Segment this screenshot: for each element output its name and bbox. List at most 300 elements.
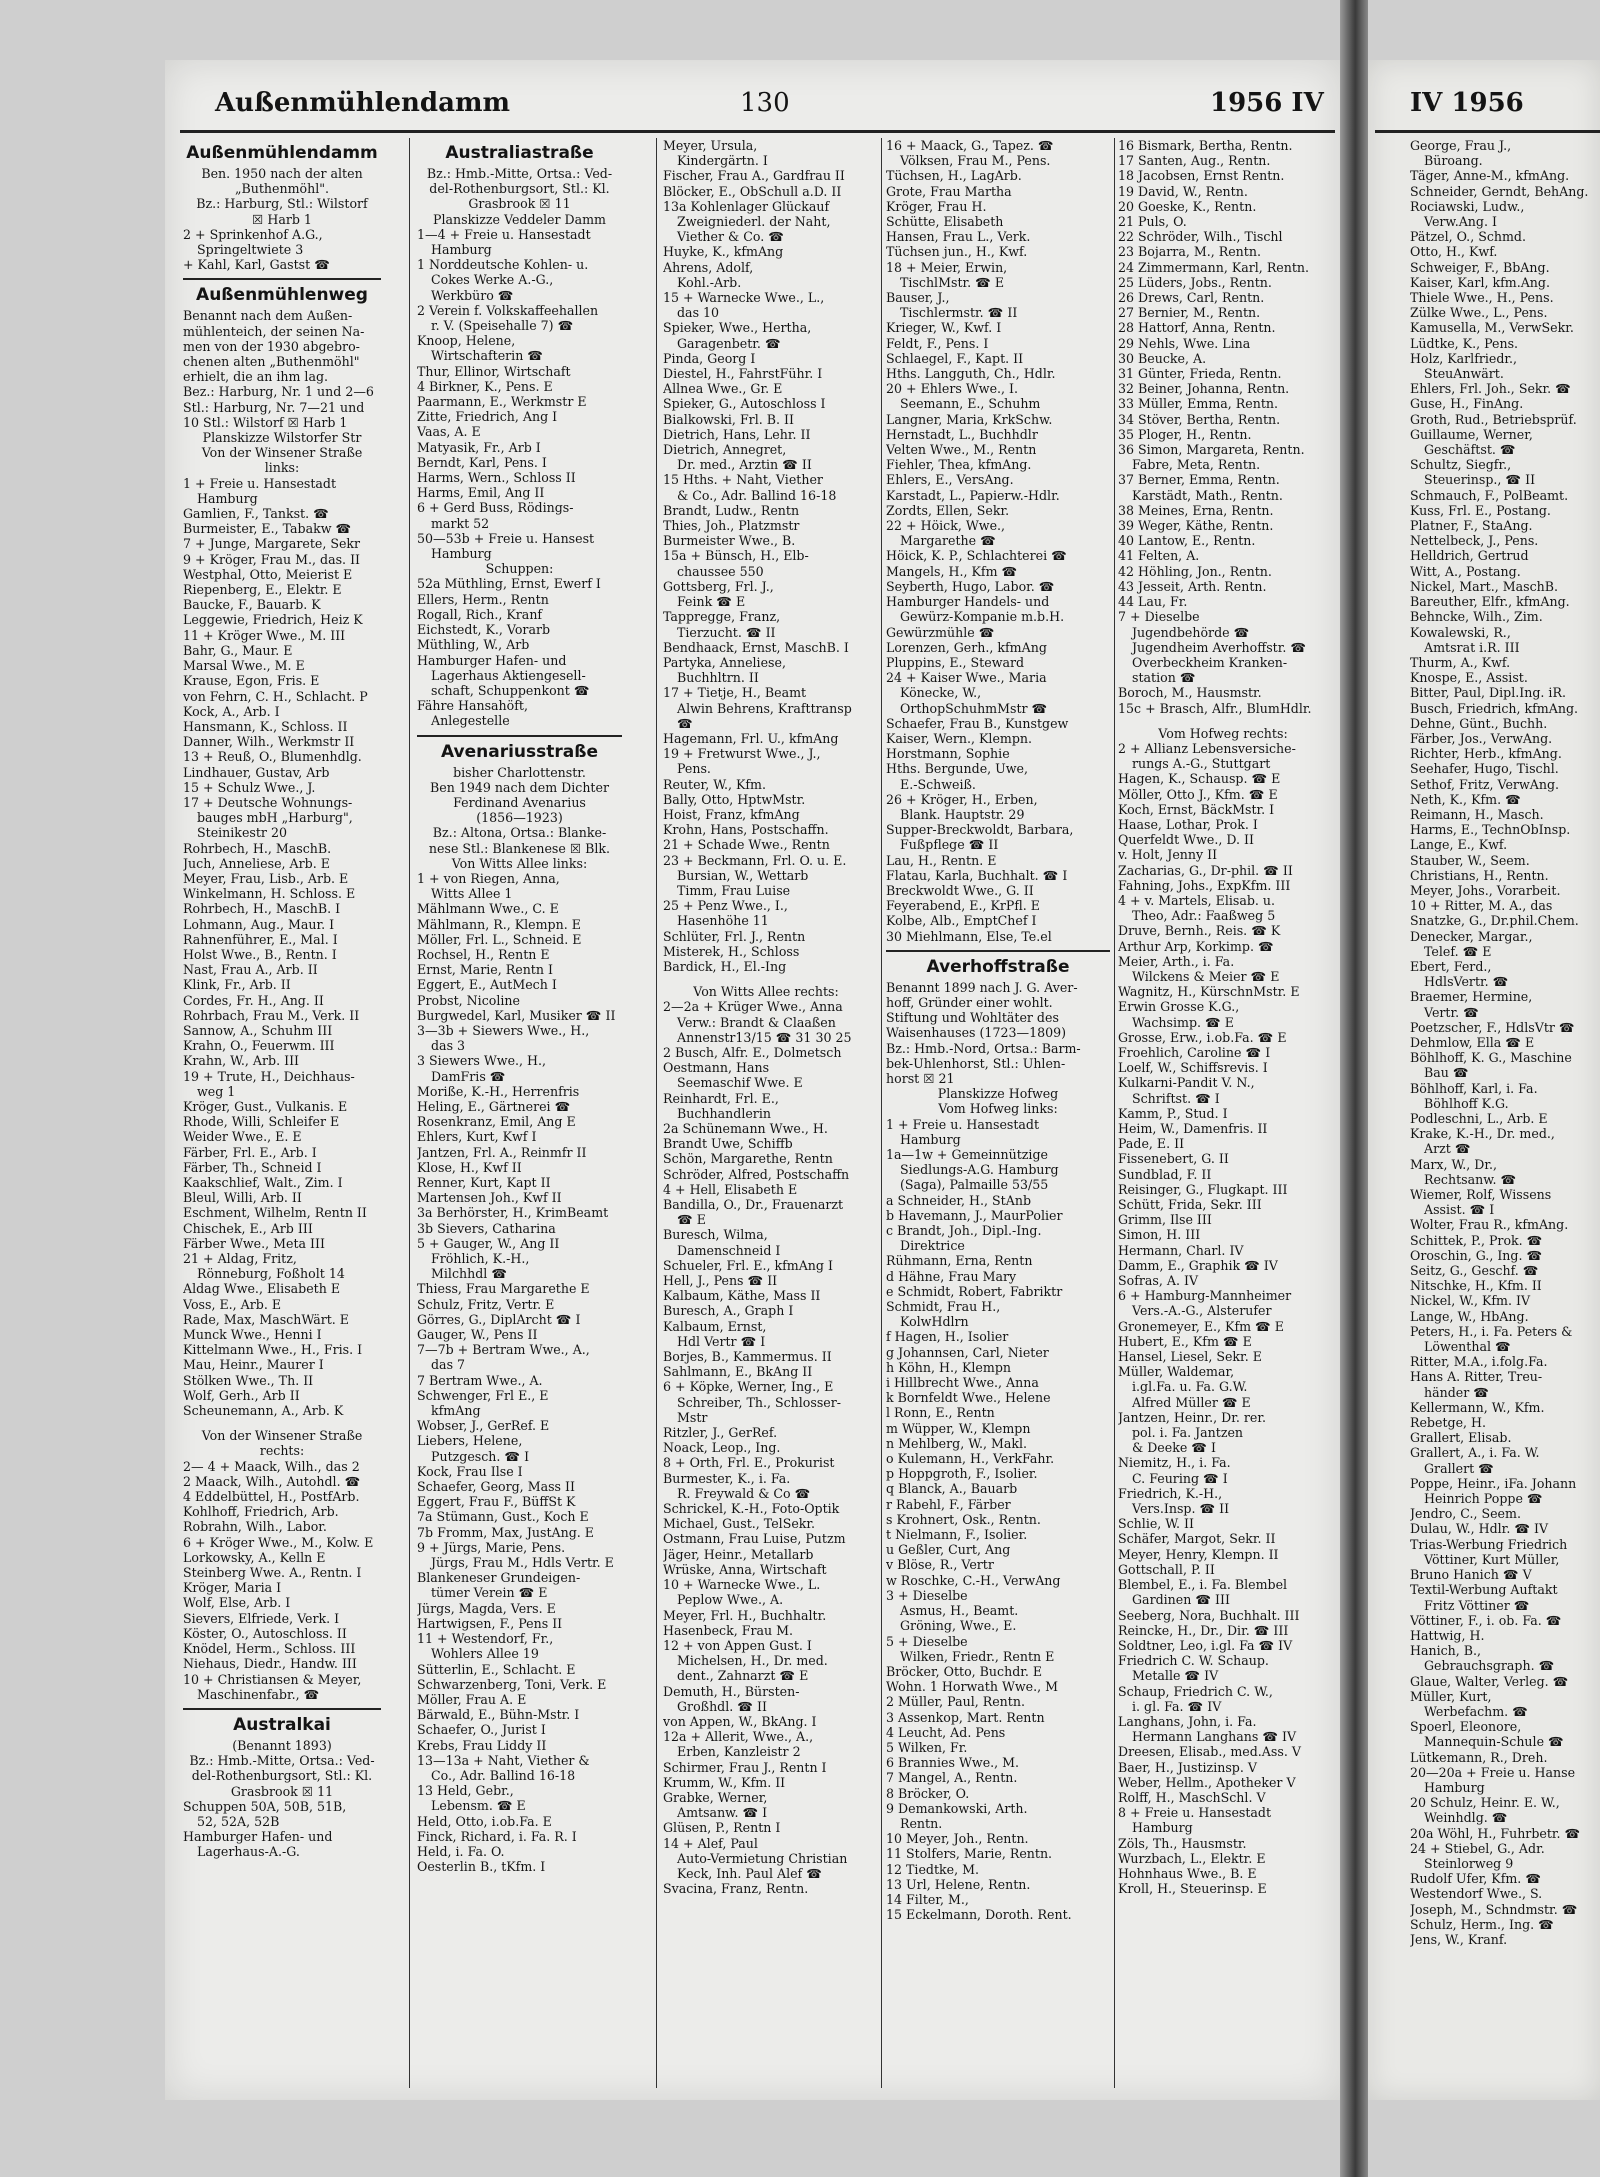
- directory-entry-line: Glüsen, P., Rentn I: [663, 1820, 781, 1836]
- directory-entry-line: Hamburg: [197, 490, 258, 506]
- directory-entry-line: Ellers, Herm., Rentn: [417, 591, 549, 607]
- directory-entry-line: Pinda, Georg I: [663, 350, 756, 366]
- directory-entry-line: 25 + Penz Wwe., I.,: [663, 898, 788, 914]
- directory-entry-line: Burmeister, E., Tabakw ☎: [183, 521, 352, 537]
- directory-entry-line: Jens, W., Kranf.: [1410, 1931, 1508, 1947]
- directory-entry-line: Fischer, Frau A., Gardfrau II: [663, 168, 845, 184]
- directory-entry-line: Bareuther, Elfr., kfmAng.: [1410, 594, 1570, 610]
- directory-entry-line: Buchhandlerin: [677, 1105, 771, 1121]
- directory-entry-line: 13—13a + Naht, Viether &: [417, 1752, 590, 1768]
- directory-entry-line: Loelf, W., Schiffsrevis. I: [1118, 1060, 1268, 1076]
- directory-entry-line: 20 + Ehlers Wwe., I.: [886, 381, 1019, 397]
- directory-entry-line: v. Holt, Jenny II: [1118, 847, 1218, 863]
- directory-entry-line: Voss, E., Arb. E: [183, 1296, 282, 1312]
- directory-entry-line: Kittelmann Wwe., H., Fris. I: [183, 1342, 363, 1358]
- directory-entry-line: Köster, O., Autoschloss. II: [183, 1625, 347, 1641]
- directory-entry-line: Spieker, G., Autoschloss I: [663, 396, 826, 412]
- directory-entry-line: Dr. med., Arztin ☎ II: [677, 457, 812, 473]
- directory-entry-line: Thies, Joh., Platzmstr: [663, 518, 800, 534]
- directory-entry-line: Gottsberg, Frl. J.,: [663, 578, 774, 594]
- section-rule: [183, 1708, 381, 1710]
- section-note: (Benannt 1893): [232, 1737, 332, 1753]
- street-heading: Australkai: [233, 1714, 331, 1735]
- directory-entry-line: Lohmann, Aug., Maur. I: [183, 916, 335, 932]
- directory-entry-line: 7b Fromm, Max, JustAng. E: [417, 1524, 594, 1540]
- directory-entry-line: i Hillbrecht Wwe., Anna: [886, 1375, 1039, 1391]
- directory-entry-line: Seemaschif Wwe. E: [677, 1075, 803, 1091]
- directory-entry-line: Kamusella, M., VerwSekr.: [1410, 320, 1574, 336]
- directory-entry-line: Bialkowski, Frl. B. II: [663, 411, 794, 427]
- directory-entry-line: Täger, Anne-M., kfmAng.: [1410, 168, 1570, 184]
- directory-entry-line: Stölken Wwe., Th. II: [183, 1372, 314, 1388]
- directory-entry-line: Zöls, Th., Hausmstr.: [1118, 1835, 1247, 1851]
- directory-entry-line: Sütterlin, E., Schlacht. E: [417, 1661, 576, 1677]
- directory-entry-line: Velten Wwe., M., Rentn: [886, 442, 1037, 458]
- directory-entry-line: Steuerinsp., ☎ II: [1424, 472, 1536, 488]
- directory-entry-line: Sahlmann, E., BkAng II: [663, 1364, 813, 1380]
- directory-entry-line: Friedrich C. W. Schaup.: [1118, 1653, 1269, 1669]
- directory-entry-line: 10 Meyer, Joh., Rentn.: [886, 1831, 1029, 1847]
- directory-entry-line: Reisinger, G., Flugkapt. III: [1118, 1181, 1288, 1197]
- directory-entry-line: Bandilla, O., Dr., Frauenarzt: [663, 1197, 844, 1213]
- directory-entry-line: p Hoppgroth, F., Isolier.: [886, 1466, 1038, 1482]
- directory-entry-line: Kowalewski, R.,: [1410, 624, 1511, 640]
- directory-entry-line: das 3: [431, 1038, 466, 1054]
- directory-entry-line: Ritter, M.A., i.folg.Fa.: [1410, 1354, 1548, 1370]
- directory-entry-line: Langner, Maria, KrkSchw.: [886, 411, 1053, 427]
- directory-entry-line: TischlMstr. ☎ E: [900, 274, 1005, 290]
- directory-entry-line: l Ronn, E., Rentn: [886, 1405, 995, 1421]
- directory-entry-line: Riepenberg, E., Elektr. E: [183, 582, 342, 598]
- directory-entry-line: Vertr. ☎: [1424, 1004, 1479, 1020]
- directory-entry-line: Gottschall, P. II: [1118, 1561, 1215, 1577]
- directory-entry-line: Diestel, H., FahrstFühr. I: [663, 366, 823, 382]
- directory-entry-line: Hths. Langguth, Ch., Hdlr.: [886, 366, 1056, 382]
- directory-entry-line: 3 Assenkop, Mart. Rentn: [886, 1709, 1045, 1725]
- directory-entry-line: Schütte, Elisabeth: [886, 214, 1004, 230]
- directory-entry-line: Holst Wwe., B., Rentn. I: [183, 946, 337, 962]
- directory-entry-line: Klink, Fr., Arb. II: [183, 977, 291, 993]
- directory-entry-line: Partyka, Anneliese,: [663, 654, 786, 670]
- directory-entry-line: Aldag Wwe., Elisabeth E: [183, 1281, 341, 1297]
- directory-entry-line: Färber Wwe., Meta III: [183, 1235, 325, 1251]
- directory-entry-line: Schulz, Fritz, Vertr. E: [417, 1296, 555, 1312]
- directory-entry-line: 26 Drews, Carl, Rentn.: [1118, 290, 1265, 306]
- directory-entry-line: Westphal, Otto, Meierist E: [183, 566, 353, 582]
- directory-entry-line: Damm, E., Graphik ☎ IV: [1118, 1257, 1278, 1273]
- directory-column-5: [1118, 138, 1328, 2088]
- directory-entry-line: Tüchsen jun., H., Kwf.: [886, 244, 1028, 260]
- directory-entry-line: Ehlers, E., VersAng.: [886, 472, 1014, 488]
- directory-entry-line: 27 Bernier, M., Rentn.: [1118, 305, 1261, 321]
- directory-entry-line: 7 Mangel, A., Rentn.: [886, 1770, 1018, 1786]
- directory-entry-line: Bahr, G., Maur. E: [183, 642, 293, 658]
- directory-entry-line: Hdl Vertr ☎ I: [677, 1333, 766, 1349]
- directory-entry-line: 15 Eckelmann, Doroth. Rent.: [886, 1907, 1072, 1923]
- directory-entry-line: 19 David, W., Rentn.: [1118, 183, 1248, 199]
- directory-entry-line: 6 + Gerd Buss, Rödings-: [417, 500, 574, 516]
- directory-entry-line: Kaiser, Karl, kfm.Ang.: [1410, 274, 1550, 290]
- directory-entry-line: Kulkarni-Pandit V. N.,: [1118, 1075, 1255, 1091]
- directory-entry-line: Behncke, Wilh., Zim.: [1410, 609, 1543, 625]
- directory-entry-line: Springeltwiete 3: [197, 242, 304, 258]
- directory-entry-line: 2—2a + Krüger Wwe., Anna: [663, 999, 843, 1015]
- directory-entry-line: Reimann, H., Masch.: [1410, 806, 1544, 822]
- directory-entry-line: 7 Bertram Wwe., A.: [417, 1372, 543, 1388]
- directory-entry-line: Rahnenführer, E., Mal. I: [183, 931, 338, 947]
- directory-entry-line: Bröcker, Otto, Buchdr. E: [886, 1663, 1043, 1679]
- directory-entry-line: Verw.: Brandt & Claaßen: [677, 1014, 836, 1030]
- directory-entry-line: Rogall, Rich., Kranf: [417, 606, 543, 622]
- directory-entry-line: Mau, Heinr., Maurer I: [183, 1357, 324, 1373]
- directory-entry-line: Zacharias, G., Dr-phil. ☎ II: [1118, 862, 1293, 878]
- directory-entry-line: 5 Wilken, Fr.: [886, 1739, 968, 1755]
- directory-entry-line: 52a Müthling, Ernst, Ewerf I: [417, 576, 601, 592]
- directory-entry-line: Querfeldt Wwe., D. II: [1118, 832, 1254, 848]
- directory-entry-line: Rohrbach, Frau M., Verk. II: [183, 1007, 360, 1023]
- directory-entry-line: Peplow Wwe., A.: [677, 1592, 784, 1608]
- directory-entry-line: 12a + Allerit, Wwe., A.,: [663, 1729, 814, 1745]
- directory-entry-line: Brandt, Ludw., Rentn: [663, 502, 800, 518]
- directory-entry-line: Zweigniederl. der Naht,: [677, 214, 831, 230]
- directory-entry-line: Juch, Anneliese, Arb. E: [183, 855, 330, 871]
- directory-entry-line: Böhlhoff K.G.: [1424, 1095, 1509, 1111]
- directory-entry-line: 1 + Freie u. Hansestadt: [886, 1116, 1040, 1132]
- directory-entry-line: Oestmann, Hans: [663, 1060, 770, 1076]
- directory-entry-line: Rechtsanw. ☎: [1424, 1171, 1517, 1187]
- directory-entry-line: Blankeneser Grundeigen-: [417, 1570, 581, 1586]
- directory-entry-line: Baucke, F., Bauarb. K: [183, 597, 321, 613]
- directory-entry-line: Fähre Hansahöft,: [417, 698, 528, 714]
- directory-entry-line: Hanich, B.,: [1410, 1643, 1482, 1659]
- directory-entry-line: Möller, Frau A. E: [417, 1691, 527, 1707]
- directory-entry-line: Meyer, Frau, Lisb., Arb. E: [183, 870, 349, 886]
- directory-entry-line: Harms, Emil, Ang II: [417, 485, 545, 501]
- directory-entry-line: 23 + Beckmann, Frl. O. u. E.: [663, 852, 847, 868]
- directory-entry-line: Svacina, Franz, Rentn.: [663, 1881, 809, 1897]
- directory-entry-line: Pens.: [677, 761, 711, 777]
- directory-entry-line: Danner, Wilh., Werkmstr II: [183, 734, 355, 750]
- directory-entry-line: Großhdl. ☎ II: [677, 1698, 767, 1714]
- section-note: Von Witts Allee rechts:: [693, 984, 839, 1000]
- directory-entry-line: r. V. (Speisehalle 7) ☎: [431, 318, 574, 334]
- directory-entry-line: Bursian, W., Wettarb: [677, 867, 809, 883]
- directory-entry-line: Rochsel, H., Rentn E: [417, 946, 550, 962]
- directory-entry-line: Poetzscher, F., HdlsVtr ☎: [1410, 1019, 1575, 1035]
- directory-entry-line: Kolbe, Alb., EmptChef I: [886, 913, 1037, 929]
- section-note: „Buthenmöhl".: [234, 181, 330, 197]
- directory-entry-line: Müthling, W., Arb: [417, 637, 530, 653]
- section-note: Grasbrook ☒ 11: [230, 1783, 334, 1799]
- directory-entry-line: k Bornfeldt Wwe., Helene: [886, 1390, 1051, 1406]
- directory-entry-line: 14 Filter, M.,: [886, 1891, 969, 1907]
- section-note: Grasbrook ☒ 11: [468, 196, 571, 212]
- directory-entry-line: Hasenhöhe 11: [677, 913, 769, 929]
- section-note: Von Witts Allee links:: [451, 855, 588, 871]
- directory-entry-line: Alfred Müller ☎ E: [1132, 1394, 1251, 1410]
- section-note: Von der Winsener Straße: [201, 1428, 363, 1444]
- directory-entry-line: Koch, Ernst, BäckMstr. I: [1118, 801, 1275, 817]
- directory-entry-line: Scheunemann, A., Arb. K: [183, 1403, 344, 1419]
- directory-entry-line: Fußpflege ☎ II: [900, 837, 999, 853]
- directory-entry-line: Arzt ☎: [1424, 1141, 1471, 1157]
- directory-entry-line: Harms, Wern., Schloss II: [417, 470, 576, 486]
- directory-entry-line: Flatau, Karla, Buchhalt. ☎ I: [886, 867, 1068, 883]
- directory-entry-line: Wurzbach, L., Elektr. E: [1118, 1850, 1266, 1866]
- directory-entry-line: bek-Uhlenhorst, Stl.: Uhlen-: [886, 1055, 1066, 1071]
- directory-entry-line: Wobser, J., GerRef. E: [417, 1418, 550, 1434]
- directory-entry-line: Müller, Kurt,: [1410, 1688, 1492, 1704]
- directory-entry-line: Wachsimp. ☎ E: [1132, 1014, 1234, 1030]
- section-note: Ben 1949 nach dem Dichter: [430, 779, 609, 795]
- directory-entry-line: 44 Lau, Fr.: [1118, 594, 1188, 610]
- directory-entry-line: Schlüter, Frl. J., Rentn: [663, 928, 806, 944]
- directory-entry-line: Lindhauer, Gustav, Arb: [183, 764, 330, 780]
- section-note: Bz.: Hmb.-Mitte, Ortsa.: Ved-: [189, 1753, 375, 1769]
- section-rule: [183, 278, 381, 280]
- directory-entry-line: von Fehrn, C. H., Schlacht. P: [183, 688, 368, 704]
- directory-entry-line: s Krohnert, Osk., Rentn.: [886, 1511, 1041, 1527]
- directory-entry-line: Tappregge, Franz,: [663, 609, 781, 625]
- directory-entry-line: Müller, Waldemar,: [1118, 1364, 1235, 1380]
- section-note: del-Rothenburgsort, Stl.: Kl.: [429, 181, 610, 197]
- directory-entry-line: Heim, W., Damenfris. II: [1118, 1121, 1268, 1136]
- directory-entry-line: Grabke, Werner,: [663, 1789, 768, 1805]
- directory-entry-line: Fritz Vöttiner ☎: [1424, 1597, 1530, 1613]
- directory-entry-line: Zitte, Friedrich, Ang I: [417, 409, 558, 425]
- directory-entry-line: Grimm, Ilse III: [1118, 1212, 1212, 1228]
- directory-entry-line: 6 + Kröger Wwe., M., Kolw. E: [183, 1534, 374, 1550]
- directory-entry-line: horst ☒ 21: [886, 1070, 955, 1086]
- directory-entry-line: Vers.Insp. ☎ II: [1132, 1501, 1230, 1517]
- directory-entry-line: Reuter, W., Kfm.: [663, 776, 766, 792]
- directory-entry-line: Jugendbehörde ☎: [1132, 624, 1250, 640]
- directory-entry-line: Schlie, W. II: [1118, 1516, 1195, 1532]
- directory-entry-line: Seyberth, Hugo, Labor. ☎: [886, 578, 1055, 594]
- directory-entry-line: 20 Goeske, K., Rentn.: [1118, 198, 1257, 214]
- directory-entry-line: Robrahn, Wilh., Labor.: [183, 1519, 327, 1535]
- directory-entry-line: ☎ E: [677, 1212, 706, 1228]
- section-note: Bz.: Harburg, Stl.: Wilstorf: [196, 196, 368, 212]
- directory-entry-line: 50—53b + Freie u. Hansest: [417, 530, 595, 546]
- directory-entry-line: Stauber, W., Seem.: [1410, 852, 1530, 868]
- directory-entry-line: 4 + Hell, Elisabeth E: [663, 1181, 798, 1197]
- directory-entry-line: 1 + von Riegen, Anna,: [417, 870, 560, 886]
- directory-entry-line: Steinberg Wwe. A., Rentn. I: [183, 1565, 362, 1581]
- section-note: Bz.: Altona, Ortsa.: Blanke-: [432, 825, 607, 841]
- directory-entry-line: Baer, H., Justizinsp. V: [1118, 1759, 1257, 1775]
- directory-entry-line: 3—3b + Siewers Wwe., H.,: [417, 1022, 590, 1038]
- directory-entry-line: Schäfer, Margot, Sekr. II: [1118, 1531, 1276, 1547]
- directory-entry-line: 1—4 + Freie u. Hansestadt: [417, 226, 591, 242]
- directory-entry-line: Matyasik, Fr., Arb I: [417, 439, 541, 455]
- directory-entry-line: Niehaus, Diedr., Handw. III: [183, 1656, 357, 1672]
- directory-entry-line: Hasenbeck, Frau M.: [663, 1622, 794, 1638]
- header-rule-right: [1375, 130, 1600, 133]
- directory-entry-line: Wirtschafterin ☎: [431, 348, 543, 364]
- directory-entry-line: 13a Kohlenlager Glückauf: [663, 198, 830, 214]
- directory-entry-line: E.-Schweiß.: [900, 776, 976, 792]
- directory-entry-line: Schön, Margarethe, Rentn: [663, 1151, 833, 1167]
- directory-entry-line: Pluppins, E., Steward: [886, 654, 1025, 670]
- directory-entry-line: 9 + Kröger, Frau M., das. II: [183, 551, 361, 567]
- directory-entry-line: 21 + Aldag, Fritz,: [183, 1251, 297, 1267]
- directory-entry-line: Hernstadt, L., Buchhdlr: [886, 426, 1038, 442]
- directory-entry-line: Lorenzen, Gerh., kfmAng: [886, 639, 1047, 655]
- directory-entry-line: 32 Beiner, Johanna, Rentn.: [1118, 381, 1290, 397]
- directory-entry-line: OrthopSchuhmMstr ☎: [900, 700, 1048, 716]
- directory-entry-line: Lau, H., Rentn. E: [886, 852, 997, 868]
- directory-entry-line: Amtsanw. ☎ I: [677, 1805, 768, 1821]
- directory-entry-line: Poppe, Heinr., iFa. Johann: [1410, 1475, 1577, 1491]
- directory-entry-line: 28 Hattorf, Anna, Rentn.: [1118, 320, 1276, 336]
- directory-entry-line: Fröhlich, K.-H.,: [431, 1251, 530, 1267]
- directory-entry-line: 3 Siewers Wwe., H.,: [417, 1053, 547, 1069]
- year-header-left: 1956 IV: [1210, 88, 1324, 118]
- directory-entry-line: Mählmann Wwe., C. E: [417, 901, 559, 917]
- directory-entry-line: chaussee 550: [677, 563, 764, 579]
- directory-entry-line: Simon, H. III: [1118, 1227, 1201, 1243]
- directory-entry-line: Bendhaack, Ernst, MaschB. I: [663, 639, 849, 655]
- directory-entry-line: Grallert, Elisab.: [1410, 1430, 1512, 1446]
- directory-entry-line: Wolter, Frau R., kfmAng.: [1410, 1217, 1569, 1233]
- directory-entry-line: 4 Eddelbüttel, H., PostfArb.: [183, 1489, 360, 1505]
- directory-entry-line: 30 Beucke, A.: [1118, 350, 1207, 366]
- directory-entry-line: 8 + Freie u. Hansestadt: [1118, 1805, 1272, 1821]
- directory-entry-line: Rade, Max, MaschWärt. E: [183, 1311, 349, 1327]
- directory-entry-line: Putzgesch. ☎ I: [431, 1448, 530, 1464]
- directory-entry-line: 5 + Gauger, W., Ang II: [417, 1235, 560, 1251]
- section-note: rechts:: [259, 1443, 305, 1459]
- directory-entry-line: Bleul, Willi, Arb. II: [183, 1190, 302, 1206]
- directory-entry-line: Vaas, A. E: [417, 424, 481, 440]
- directory-entry-line: tümer Verein ☎ E: [431, 1585, 548, 1601]
- directory-entry-line: Feldt, F., Pens. I: [886, 335, 989, 351]
- directory-entry-line: Direktrice: [900, 1238, 965, 1254]
- directory-entry-line: Guse, H., FinAng.: [1410, 396, 1524, 412]
- directory-entry-line: Verw.Ang. I: [1424, 214, 1497, 230]
- directory-entry-line: rungs A.-G., Stuttgart: [1132, 756, 1271, 772]
- directory-entry-line: 39 Weger, Käthe, Rentn.: [1118, 518, 1274, 534]
- directory-entry-line: Noack, Leop., Ing.: [663, 1440, 781, 1456]
- directory-entry-line: Eggert, E., AutMech I: [417, 977, 557, 993]
- directory-entry-line: Werbefachm. ☎: [1424, 1703, 1528, 1719]
- directory-entry-line: Lagerhaus Aktiengesell-: [431, 667, 586, 683]
- directory-entry-line: Schwarzenberg, Toni, Verk. E: [417, 1676, 607, 1692]
- directory-entry-line: Gewürzmühle ☎: [886, 624, 995, 640]
- directory-entry-line: Ahrens, Adolf,: [663, 259, 754, 275]
- directory-entry-line: Breckwoldt Wwe., G. II: [886, 882, 1034, 898]
- directory-entry-line: Grallert ☎: [1424, 1460, 1494, 1476]
- directory-entry-line: & Deeke ☎ I: [1132, 1440, 1216, 1456]
- directory-entry-line: Lüdtke, K., Pens.: [1410, 335, 1519, 351]
- directory-entry-line: Joseph, M., Schndmstr. ☎: [1410, 1901, 1578, 1917]
- directory-entry-line: o Kulemann, H., VerkFahr.: [886, 1451, 1055, 1467]
- directory-entry-line: markt 52: [431, 515, 490, 531]
- directory-entry-line: Meier, Arth., i. Fa.: [1118, 953, 1235, 969]
- directory-entry-line: Jantzen, Heinr., Dr. rer.: [1118, 1409, 1267, 1425]
- directory-entry-line: 20a Wöhl, H., Fuhrbetr. ☎: [1410, 1825, 1581, 1841]
- directory-entry-line: Pätzel, O., Schmd.: [1410, 229, 1526, 245]
- directory-entry-line: station ☎: [1132, 670, 1196, 686]
- directory-entry-line: Rociawski, Ludw.,: [1410, 198, 1525, 214]
- directory-entry-line: n Mehlberg, W., Makl.: [886, 1435, 1028, 1451]
- directory-entry-line: Langhans, John, i. Fa.: [1118, 1713, 1257, 1729]
- directory-entry-line: d Hähne, Frau Mary: [886, 1268, 1017, 1284]
- directory-entry-line: Hamburger Handels- und: [886, 594, 1050, 610]
- directory-entry-line: Finck, Richard, i. Fa. R. I: [417, 1828, 577, 1844]
- directory-entry-line: Hths. Bergunde, Uwe,: [886, 761, 1029, 777]
- directory-entry-line: 21 Puls, O.: [1118, 214, 1187, 230]
- directory-entry-line: Co., Adr. Ballind 16-18: [431, 1767, 576, 1783]
- directory-entry-line: Stiftung und Wohltäter des: [886, 1010, 1059, 1026]
- directory-entry-line: Schlaegel, F., Kapt. II: [886, 350, 1024, 366]
- directory-entry-line: Schwenger, Frl E., E: [417, 1387, 549, 1403]
- directory-entry-line: Meyer, Ursula,: [663, 138, 758, 153]
- directory-entry-line: Fissenebert, G. II: [1118, 1151, 1229, 1167]
- directory-entry-line: Seemann, E., Schuhm: [900, 396, 1041, 412]
- directory-entry-line: Kohlhoff, Friedrich, Arb.: [183, 1504, 339, 1520]
- directory-entry-line: Wohn. 1 Horwath Wwe., M: [886, 1679, 1059, 1695]
- directory-entry-line: Lütkemann, R., Dreh.: [1410, 1749, 1548, 1765]
- directory-entry-line: 37 Berner, Emma, Rentn.: [1118, 472, 1280, 488]
- directory-entry-line: Leggewie, Friedrich, Heiz K: [183, 612, 363, 628]
- directory-entry-line: Ehlers, Kurt, Kwf I: [417, 1129, 537, 1145]
- section-note: Ben. 1950 nach der alten: [201, 166, 363, 181]
- directory-entry-line: KolwHdlrn: [900, 1314, 969, 1330]
- directory-entry-line: Grote, Frau Martha: [886, 183, 1012, 199]
- directory-entry-line: 1 Norddeutsche Kohlen- u.: [417, 257, 589, 273]
- directory-entry-line: 2 Verein f. Volkskaffeehallen: [417, 302, 599, 318]
- directory-entry-line: 26 + Kröger, H., Erben,: [886, 791, 1038, 807]
- directory-entry-line: Kohl.-Arb.: [677, 274, 742, 290]
- directory-entry-line: v Blöse, R., Vertr: [886, 1557, 994, 1573]
- directory-entry-line: Fahning, Johs., ExpKfm. III: [1118, 877, 1291, 893]
- directory-entry-line: Knödel, Herm., Schloss. III: [183, 1641, 356, 1657]
- page-number: 130: [740, 88, 790, 118]
- directory-entry-line: Nickel, Mart., MaschB.: [1410, 578, 1559, 594]
- header-rule-left: [180, 130, 1335, 133]
- directory-entry-line: 7 + Dieselbe: [1118, 609, 1200, 625]
- section-note: nese Stl.: Blankenese ☒ Blk.: [428, 840, 611, 856]
- directory-entry-line: Schuppen 50A, 50B, 51B,: [183, 1798, 347, 1814]
- directory-entry-line: Könecke, W.,: [900, 685, 982, 701]
- running-street-header: Außenmühlendamm: [215, 88, 510, 118]
- directory-entry-line: Oroschin, G., Ing. ☎: [1410, 1247, 1543, 1263]
- directory-entry-line: Kalbaum, Käthe, Mass II: [663, 1288, 821, 1304]
- directory-entry-line: Garagenbetr. ☎: [677, 335, 781, 351]
- directory-entry-line: Bitter, Paul, Dipl.Ing. iR.: [1410, 685, 1566, 701]
- directory-entry-line: Hamburg: [900, 1131, 961, 1147]
- directory-entry-line: Reincke, H., Dr., Dir. ☎ III: [1118, 1622, 1289, 1638]
- directory-entry-line: t Nielmann, F., Isolier.: [886, 1527, 1028, 1543]
- directory-entry-line: Kröger, Frau H.: [886, 198, 987, 214]
- directory-entry-line: Schröder, Alfred, Postschaffn: [663, 1166, 850, 1182]
- directory-entry-line: Margarethe ☎: [900, 533, 996, 549]
- directory-entry-line: Vöttiner, Kurt Müller,: [1424, 1551, 1560, 1567]
- directory-entry-line: Held, Otto, i.ob.Fa. E: [417, 1813, 552, 1829]
- directory-entry-line: Buchhltrn. II: [677, 670, 759, 686]
- directory-entry-line: Schriftst. ☎ I: [1132, 1090, 1220, 1106]
- directory-entry-line: chenen alten „Buthenmöhl": [183, 354, 360, 370]
- directory-entry-line: Schaup, Friedrich C. W.,: [1118, 1683, 1273, 1699]
- directory-entry-line: Damenschneid I: [677, 1242, 781, 1258]
- directory-entry-line: Meyer, Henry, Klempn. II: [1118, 1546, 1279, 1562]
- directory-entry-line: a Schneider, H., StAnb: [886, 1192, 1031, 1208]
- directory-entry-line: 12 Tiedtke, M.: [886, 1861, 980, 1877]
- directory-entry-line: 35 Ploger, H., Rentn.: [1118, 426, 1252, 442]
- directory-entry-line: Hattwig, H.: [1410, 1627, 1485, 1643]
